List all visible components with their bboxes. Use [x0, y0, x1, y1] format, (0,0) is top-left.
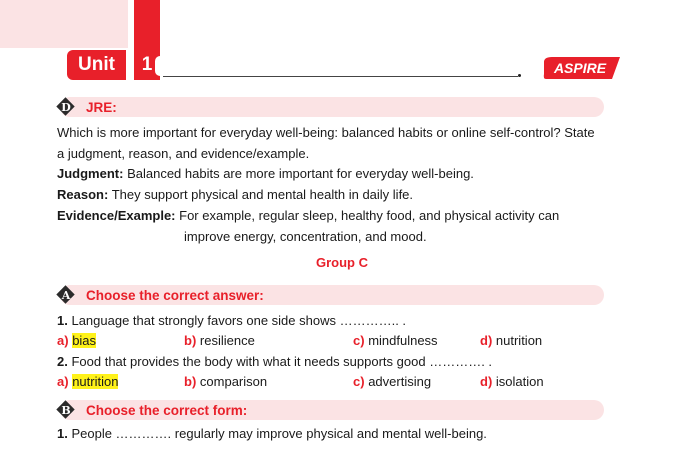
- unit-tab-notch: [155, 56, 165, 76]
- option-letter: b): [184, 333, 197, 348]
- section-a-title: Choose the correct answer:: [86, 288, 264, 303]
- question-text: Language that strongly favors one side shows ………….. .: [71, 313, 407, 328]
- option-text: resilience: [199, 333, 255, 348]
- q1-option-d[interactable]: [480, 333, 542, 349]
- option-text-selected: nutrition: [72, 374, 119, 389]
- section-d-band: [60, 97, 604, 117]
- aspire-logo: [542, 56, 624, 80]
- q1-option-a[interactable]: [57, 333, 96, 349]
- question-number: 1.: [57, 426, 68, 441]
- q2-option-c[interactable]: [353, 374, 431, 390]
- question-line-2: a judgment, reason, and evidence/example.: [57, 146, 310, 161]
- q1-option-b[interactable]: [184, 333, 255, 349]
- question-number: 2.: [57, 354, 68, 369]
- unit-number: 1: [134, 50, 160, 80]
- unit-label: Unit: [67, 50, 126, 80]
- reason-label: Reason:: [57, 187, 109, 202]
- reason-text: They support physical and mental health in daily life.: [111, 187, 414, 202]
- svg-text:ASPIRE: ASPIRE: [553, 60, 607, 76]
- question-text: Food that provides the body with what it needs supports good …………. .: [71, 354, 493, 369]
- section-b-badge-icon: B: [57, 401, 75, 419]
- q1-option-c[interactable]: [353, 333, 438, 349]
- reason-line: [57, 187, 413, 203]
- mcq-question-2: [57, 354, 492, 370]
- option-text: nutrition: [495, 333, 543, 348]
- judgment-text: Balanced habits are more important for everyday well-being.: [127, 166, 474, 181]
- option-text-selected: bias: [72, 333, 97, 348]
- judgment-line: [57, 166, 474, 182]
- evidence-label: Evidence/Example:: [57, 208, 176, 223]
- judgment-label: Judgment:: [57, 166, 124, 181]
- option-text: mindfulness: [368, 333, 438, 348]
- option-letter: d): [480, 374, 493, 389]
- section-a-badge-icon: A: [57, 286, 75, 304]
- section-b-title: Choose the correct form:: [86, 403, 248, 418]
- unit-title-line-dot: [518, 74, 521, 77]
- option-letter: d): [480, 333, 493, 348]
- option-letter: a): [57, 374, 69, 389]
- option-letter: b): [184, 374, 197, 389]
- evidence-line: [57, 208, 559, 224]
- header-tint: [0, 0, 128, 48]
- option-text: isolation: [495, 374, 544, 389]
- evidence-text-2: improve energy, concentration, and mood.: [184, 229, 427, 244]
- question-number: 1.: [57, 313, 68, 328]
- section-d-badge-icon: D: [57, 98, 75, 116]
- option-letter: c): [353, 374, 365, 389]
- section-d-title: JRE:: [86, 100, 117, 115]
- group-title: Group C: [316, 255, 368, 270]
- question-text: People …………. regularly may improve physical and mental well-being.: [71, 426, 487, 441]
- q2-option-d[interactable]: [480, 374, 544, 390]
- option-letter: c): [353, 333, 365, 348]
- mcq-question-1: [57, 313, 406, 329]
- option-letter: a): [57, 333, 69, 348]
- option-text: comparison: [199, 374, 268, 389]
- q2-option-b[interactable]: [184, 374, 267, 390]
- unit-title-line: [163, 76, 518, 77]
- evidence-text-1: For example, regular sleep, healthy food, and physical activity can: [179, 208, 560, 223]
- form-question-1: [57, 426, 487, 442]
- q2-option-a[interactable]: [57, 374, 118, 390]
- question-line-1: Which is more important for everyday well-being: balanced habits or online self-control? State: [57, 125, 595, 140]
- option-text: advertising: [368, 374, 432, 389]
